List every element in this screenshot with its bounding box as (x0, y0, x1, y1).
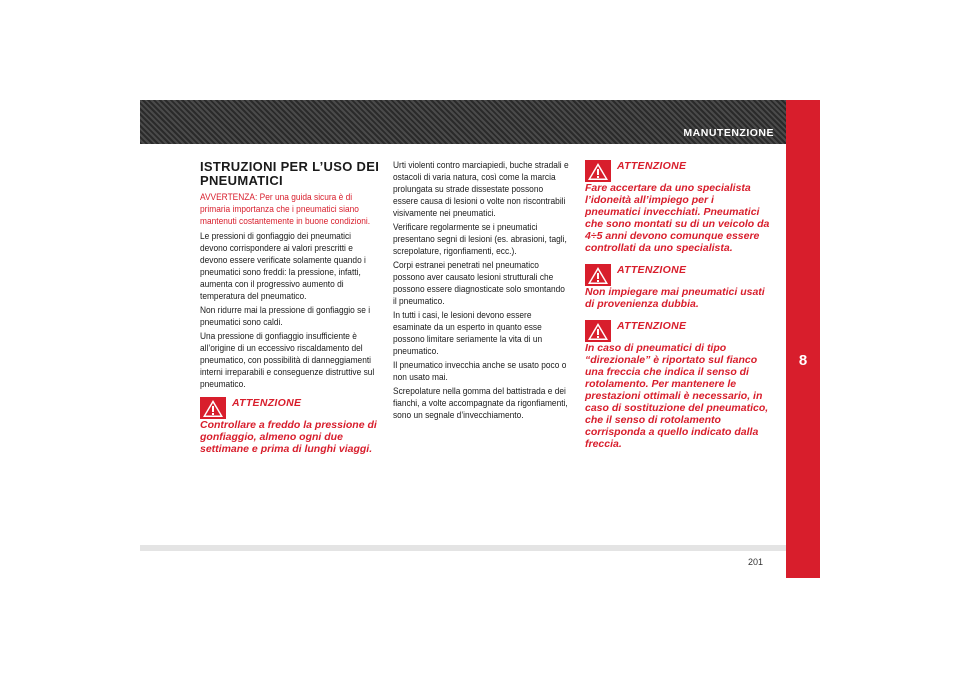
notice-paragraph (200, 192, 379, 228)
paragraph: In tutti i casi, le lesioni devono essere esaminate da un esperto in quanto esse possono limitare seriamente la vita di un pneumatico. (393, 310, 543, 357)
notice-label: AVVERTENZA (200, 192, 255, 203)
warning-triangle-icon (585, 264, 611, 286)
section-title: MANUTENZIONE (683, 127, 774, 139)
paragraph: Corpi estranei penetrati nel pneumatico possono aver causato lesioni strutturali che possono essere diagnosticate solo smontando il pneumatico. (393, 260, 565, 307)
paragraph: Screpolature nella gomma del battistrada e dei fianchi, a volte accompagnate da rigonfiamenti, sono un segnale d’invecchiamento. (393, 386, 568, 421)
warning-box (200, 397, 380, 455)
footer-rule (140, 545, 786, 551)
paragraph: Una pressione di gonfiaggio insufficiente è all’origine di un eccessivo riscaldamento del pneumatico, con possibilità di danneggiamenti interni irreparabili e conseguenze distruttive sul pneumatico. (200, 331, 375, 390)
warning-text: Fare accertare da uno specialista l’idoneità all’impiego per i pneumatici invecchiati. Pneumatici che sono montati su di un veicolo da 4÷5 anni devono comunque essere controllati da uno specialista. (585, 182, 770, 254)
warning-title: ATTENZIONE (617, 320, 687, 332)
column-3 (585, 160, 770, 460)
warning-box (585, 320, 770, 450)
notice-text: : Per una guida sicura è di primaria importanza che i pneumatici siano mantenuti costantemente in buone condizioni. (200, 192, 371, 227)
warning-title: ATTENZIONE (617, 160, 687, 172)
chapter-tab (786, 100, 820, 578)
paragraph: Urti violenti contro marciapiedi, buche stradali e ostacoli di varia natura, così come la marcia prolungata su strade dissestate possono essere causa di lesioni o volte non riscontrabili visivamente nei pneumatici. (393, 160, 569, 219)
column-2 (393, 160, 571, 424)
warning-title: ATTENZIONE (232, 397, 302, 409)
warning-triangle-icon (585, 320, 611, 342)
chapter-number: 8 (798, 352, 808, 369)
warning-triangle-icon (200, 397, 226, 419)
warning-box (585, 264, 770, 310)
warning-title: ATTENZIONE (617, 264, 687, 276)
column-1 (200, 160, 380, 465)
paragraph: Le pressioni di gonfiaggio dei pneumatici devono corrispondere ai valori prescritti e devono essere verificate solamente quando i pneumatici sono freddi: la pressione, infatti, aumenta con il progressivo aumento di temperatura del pneumatico. (200, 231, 366, 302)
page-heading: ISTRUZIONI PER L’USO DEI PNEUMATICI (200, 159, 380, 188)
page-number: 201 (748, 557, 764, 567)
paragraph: Non ridurre mai la pressione di gonfiaggio se i pneumatici sono caldi. (200, 305, 371, 328)
warning-text: In caso di pneumatici di tipo “direzionale” è riportato sul fianco una freccia che indica il senso di rotolamento. Per mantenere le prestazioni ottimali è necessario, in caso di sostituzione del pneumatico, che il senso di rotolamento corrisponda a quello indicato dalla freccia. (585, 342, 769, 450)
warning-text: Non impiegare mai pneumatici usati di provenienza dubbia. (585, 286, 765, 310)
warning-text: Controllare a freddo la pressione di gonfiaggio, almeno ogni due settimane e prima di lunghi viaggi. (200, 419, 377, 455)
paragraph: Il pneumatico invecchia anche se usato poco o non usato mai. (393, 360, 567, 383)
warning-triangle-icon (585, 160, 611, 182)
paragraph: Verificare regolarmente se i pneumatici presentano segni di lesioni (es. abrasioni, tagli, screpolature, rigonfiamenti, ecc.). (393, 222, 567, 257)
warning-box (585, 160, 770, 254)
